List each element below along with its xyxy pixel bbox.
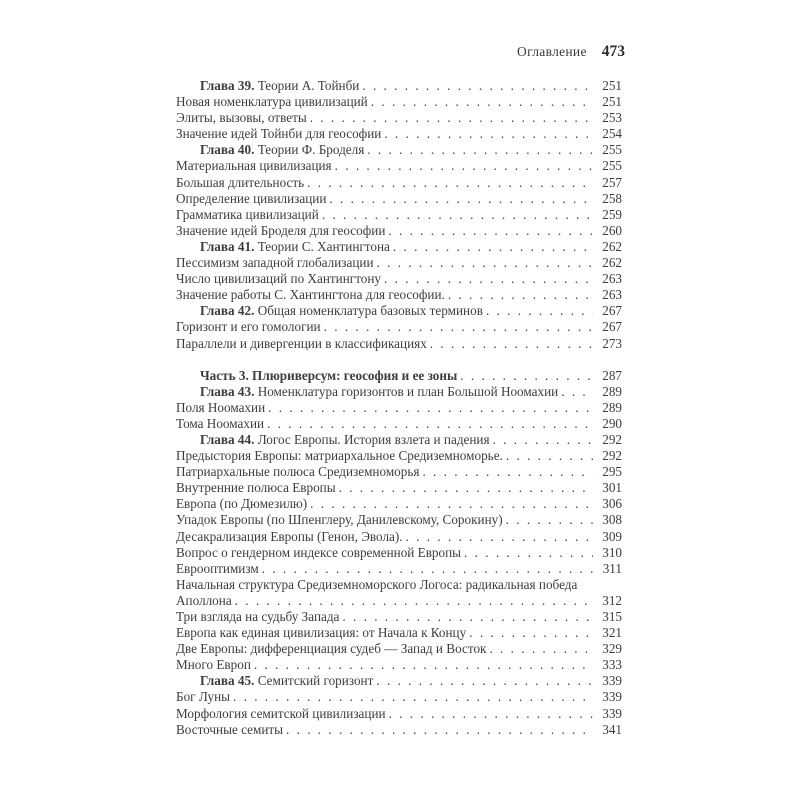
dot-leader (342, 609, 593, 625)
toc-entry-title: Параллели и дивергенции в классификациях (176, 335, 427, 351)
toc-entry-page-number: 259 (602, 206, 622, 222)
toc-entry (176, 545, 622, 561)
toc-entry (176, 271, 622, 287)
toc-entry-title: Элиты, вызовы, ответы (176, 110, 307, 126)
toc-entry-title: Теории А. Тойнби (254, 78, 360, 93)
toc-entry (176, 319, 622, 335)
toc-entry (176, 722, 622, 738)
toc-entry (176, 255, 622, 271)
dot-leader (486, 303, 593, 319)
toc-entry (176, 657, 622, 673)
toc-entry-title: Две Европы: дифференциация судеб — Запад и Восток (176, 641, 487, 657)
toc-entry-title: Патриархальные полюса Средиземноморья (176, 464, 420, 480)
dot-leader (339, 480, 593, 496)
toc-entry-page-number: 263 (602, 287, 622, 303)
toc-entry-title: Десакрализация Европы (Генон, Эвола). (176, 528, 403, 544)
running-head (176, 43, 625, 61)
dot-leader (422, 464, 593, 480)
toc-entry-page-number: 312 (602, 592, 622, 608)
toc-entry-page-number: 301 (602, 480, 622, 496)
toc-entry (176, 223, 622, 239)
toc-entry (176, 287, 622, 303)
dot-leader (310, 110, 593, 126)
toc-entry-title: Морфология семитской цивилизации (176, 705, 386, 721)
dot-leader (430, 336, 593, 352)
toc-entry-page-number: 254 (602, 126, 622, 142)
dot-leader (286, 722, 593, 738)
dot-leader (267, 416, 593, 432)
toc-entry (176, 448, 622, 464)
toc-entry-chapter-label: Глава 44. (200, 431, 255, 447)
toc-entry-title: Бог Луны (176, 689, 230, 705)
toc-entry-page-number: 262 (602, 255, 622, 271)
toc-entry-title: Много Европ (176, 657, 251, 673)
toc-entry-title: Логос Европы. История взлета и падения (254, 431, 490, 447)
dot-leader (469, 625, 593, 641)
toc-entry-page-number: 253 (602, 110, 622, 126)
toc-entry-page-number: 273 (602, 335, 622, 351)
toc-entry (176, 464, 622, 480)
dot-leader (307, 175, 593, 191)
toc-entry-page-number: 262 (602, 238, 622, 254)
toc-entry-page-number: 257 (602, 174, 622, 190)
dot-leader (329, 191, 593, 207)
toc-entry (176, 480, 622, 496)
dot-leader (376, 673, 593, 689)
toc-entry-chapter-label: Часть 3. Плюриверсум: геософия и ее зоны (200, 367, 458, 383)
toc-entry-page-number: 339 (602, 689, 622, 705)
dot-leader (367, 142, 593, 158)
toc-entry-title: Новая номенклатура цивилизаций (176, 94, 368, 110)
toc-entry-chapter-label: Глава 41. (200, 238, 255, 254)
dot-leader (310, 496, 593, 512)
toc-entry-title: Вопрос о гендерном индексе современной Европы (176, 544, 462, 560)
toc-entry-page-number: 290 (602, 415, 622, 431)
toc-entry-title: Упадок Европы (по Шпенглеру, Данилевскому, Сорокину) (176, 512, 503, 528)
toc-entry-title: Пессимизм западной глобализации (176, 255, 374, 271)
toc-list (176, 78, 622, 738)
toc-entry (176, 496, 622, 512)
toc-entry-title: Аполлона (176, 592, 232, 608)
dot-leader (262, 561, 593, 577)
toc-entry (176, 609, 622, 625)
toc-entry (176, 191, 622, 207)
dot-leader (371, 94, 593, 110)
toc-entry-page-number: 260 (602, 222, 622, 238)
dot-leader (362, 78, 593, 94)
dot-leader (384, 271, 593, 287)
toc-entry-title: Номенклатура горизонтов и план Большой Ноомахии (254, 383, 559, 399)
toc-entry-page-number: 308 (602, 512, 622, 528)
toc-entry-page-number: 341 (602, 721, 622, 737)
dot-leader (268, 400, 593, 416)
toc-entry-page-number: 315 (602, 609, 622, 624)
toc-entry-title: Восточные семиты (176, 721, 284, 737)
toc-entry-title: Внутренние полюса Европы (176, 480, 336, 496)
toc-entry (176, 207, 622, 223)
dot-leader (322, 207, 593, 223)
toc-entry-title: Три взгляда на судьбу Запада (176, 609, 340, 624)
toc-entry-page-number: 310 (602, 544, 622, 560)
toc-entry (176, 336, 622, 352)
toc-entry (176, 561, 622, 577)
toc-entry-page-number: 339 (602, 705, 622, 721)
toc-entry (176, 239, 622, 255)
toc-entry-title: Значение работы С. Хантингтона для геософии. (176, 287, 445, 303)
dot-leader (235, 593, 593, 609)
toc-entry-page-number: 329 (602, 641, 622, 657)
running-head-title: Оглавление (517, 44, 587, 59)
toc-entry-page-number: 295 (602, 464, 622, 480)
toc-entry-page-number: 339 (602, 673, 622, 689)
toc-entry-page-number: 333 (602, 657, 622, 673)
toc-entry-title: Значение идей Тойнби для геософии (176, 126, 382, 142)
dot-leader (388, 223, 593, 239)
dot-leader (493, 432, 593, 448)
dot-leader (324, 319, 593, 335)
toc-entry-page-number: 251 (602, 94, 622, 110)
toc-entry-chapter-label: Глава 45. (200, 673, 255, 689)
toc-entry-title: Горизонт и его гомологии (176, 319, 321, 335)
dot-leader (506, 448, 593, 464)
toc-entry-title: Европа (по Дюмезилю) (176, 496, 308, 512)
toc-entry-chapter-label: Глава 42. (200, 303, 255, 319)
dot-leader (464, 545, 593, 561)
toc-entry (176, 641, 622, 657)
toc-entry-chapter-label: Глава 43. (200, 383, 255, 399)
toc-entry-page-number: 287 (602, 367, 622, 383)
toc-entry-title: Значение идей Броделя для геософии (176, 222, 386, 238)
toc-entry-title: Еврооптимизм (176, 560, 259, 576)
toc-entry-page-number: 321 (602, 625, 622, 641)
toc-entry-title: Материальная цивилизация (176, 158, 332, 174)
toc-entry-title: Предыстория Европы: матриархальное Средиземноморье. (176, 448, 503, 464)
toc-entry (176, 78, 622, 94)
toc-entry (176, 384, 622, 400)
toc-entry (176, 432, 622, 448)
toc-entry-title: Общая номенклатура базовых терминов (254, 303, 483, 319)
dot-leader (254, 657, 593, 673)
toc-entry (176, 94, 622, 110)
toc-entry (176, 625, 622, 641)
toc-entry (176, 400, 622, 416)
toc-entry-page-number: 292 (602, 448, 622, 464)
dot-leader (233, 689, 593, 705)
toc-entry-page-number: 306 (602, 496, 622, 512)
toc-entry (176, 303, 622, 319)
dot-leader (506, 512, 593, 528)
toc-entry-page-number: 311 (602, 560, 622, 576)
toc-entry-title: Теории С. Хантингтона (254, 238, 390, 254)
toc-entry-page-number: 289 (602, 399, 622, 415)
toc-entry (176, 158, 622, 174)
toc-entry-title: Определение цивилизации (176, 190, 327, 206)
toc-entry-title: Число цивилизаций по Хантингтону (176, 271, 382, 287)
toc-entry (176, 175, 622, 191)
dot-leader (460, 368, 593, 384)
dot-leader (335, 158, 593, 174)
toc-entry-page-number: 255 (602, 142, 622, 158)
toc-entry (176, 529, 622, 545)
dot-leader (377, 255, 593, 271)
running-head-page-number: 473 (601, 43, 625, 60)
toc-entry-title: Семитский горизонт (254, 673, 374, 689)
toc-entry (176, 689, 622, 705)
toc-entry (176, 416, 622, 432)
toc-entry-title: Европа как единая цивилизация: от Начала к Концу (176, 625, 467, 641)
toc-entry-title: Поля Ноомахии (176, 399, 266, 415)
toc-entry (176, 706, 622, 722)
toc-entry (176, 126, 622, 142)
toc-entry (176, 512, 622, 528)
toc-entry-page-number: 267 (602, 319, 622, 335)
toc-entry (176, 593, 622, 609)
dot-leader (406, 529, 593, 545)
toc-entry (176, 142, 622, 158)
toc-entry (176, 368, 622, 384)
toc-entry-chapter-label: Глава 40. (200, 142, 255, 158)
toc-entry-chapter-label: Глава 39. (200, 78, 255, 93)
dot-leader (489, 641, 593, 657)
toc-entry-page-number: 258 (602, 190, 622, 206)
toc-entry-page-number: 255 (602, 158, 622, 174)
toc-entry (176, 110, 622, 126)
toc-entry-page-number: 309 (602, 528, 622, 544)
toc-entry-title: Тома Ноомахии (176, 415, 265, 431)
dot-leader (448, 287, 593, 303)
toc-entry-page-number: 263 (602, 271, 622, 287)
toc-entry-title: Грамматика цивилизаций (176, 206, 319, 222)
toc-entry-page-number: 251 (602, 78, 622, 93)
toc-entry-title: Большая длительность (176, 174, 305, 190)
toc-entry-title: Теории Ф. Броделя (254, 142, 365, 158)
dot-leader (384, 126, 593, 142)
toc-entry (176, 577, 622, 593)
toc-entry-page-number: 267 (602, 303, 622, 319)
toc-entry-title: Начальная структура Средиземноморского Логоса: радикальная победа (176, 576, 578, 592)
dot-leader (389, 706, 593, 722)
dot-leader (561, 384, 593, 400)
dot-leader (393, 239, 593, 255)
toc-entry-page-number: 289 (602, 383, 622, 399)
toc-entry-page-number: 292 (602, 431, 622, 447)
toc-entry (176, 673, 622, 689)
